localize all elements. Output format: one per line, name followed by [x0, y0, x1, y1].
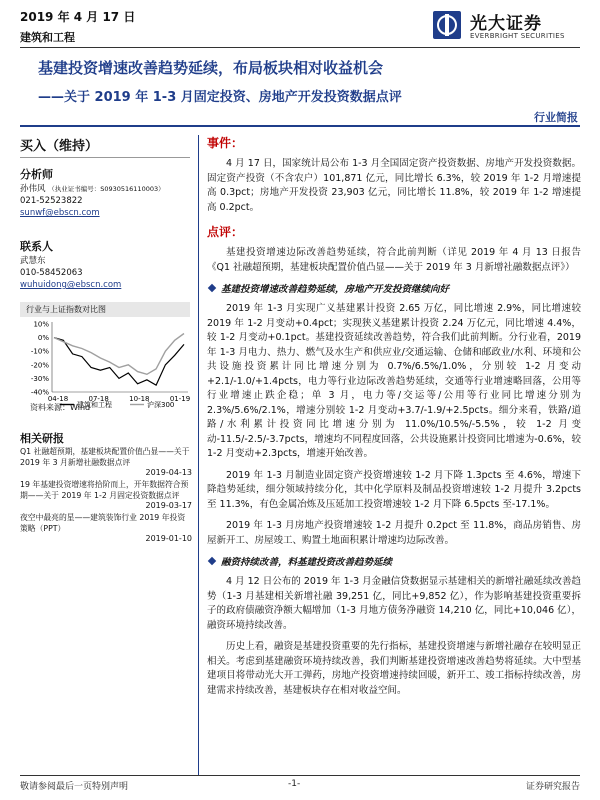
section-1-heading [207, 283, 581, 297]
column-divider [198, 135, 199, 775]
section-2-paragraph-1: 4 月 12 日公布的 2019 年 1-3 月金融信贷数据显示基建相关的新增社融延续改善趋势（1-3 月基建相关新增社融 39,251 亿，同比+9,852 亿），作为影响基建投资重要拆子的政府债融资净额大幅增加（1-3 月地方债务净融资 14,210 亿，同比+10,046 亿），融资环境持续改善。 [207, 576, 581, 631]
report-title: 基建投资增速改善趋势延续，布局板块相对收益机会 [38, 59, 384, 77]
related-title: Q1 社融超预期，基建板块配置价值凸显——关于 2019 年 3 月新增社融数据点评 [20, 447, 190, 467]
analyst-heading: 分析师 [20, 168, 53, 181]
analyst-info [20, 183, 165, 219]
related-date: 2019-03-17 [145, 501, 192, 510]
comment-paragraph: 基建投资增速边际改善趋势延续，符合此前判断（详见 2019 年 4 月 13 日报告《Q1 社融超预期，基建板块配置价值凸显——关于 2019 年 3 月新增社融数据点评》） [207, 247, 581, 273]
contact-info [20, 255, 121, 291]
y-tick-label: 10% [33, 320, 49, 329]
analyst-phone: 021-52523822 [20, 196, 83, 206]
x-tick-label: 04-18 [47, 395, 69, 403]
bullet-diamond-icon [208, 284, 216, 292]
x-tick-label: 10-18 [129, 395, 150, 403]
comment-heading: 点评： [207, 225, 244, 239]
event-paragraph: 4 月 17 日，国家统计局公布 1-3 月全国固定资产投资数据、房地产开发投资数据。固定资产投资（不含农户）101,871 亿元，同比增长 6.3%，较 2019 年 1-2 月增速提高 0.3pct；房地产开发投资 23,903 亿元，同比增长 11.8%，较 2019 年 1-2 增速提高 0.2pct。 [207, 158, 581, 213]
header-divider [20, 47, 580, 48]
legend-label: 建筑和工程 [77, 401, 112, 409]
report-subtitle: ——关于 2019 年 1-3 月固定投资、房地产开发投资数据点评 [38, 90, 402, 105]
series-line-1 [54, 338, 184, 386]
analyst-license: （执业证书编号：S0930516110003） [48, 185, 165, 193]
related-research-heading: 相关研报 [20, 432, 64, 445]
sector-label: 建筑和工程 [20, 31, 75, 44]
contact-name: 武慧东 [20, 256, 46, 266]
section-1-paragraph-2: 2019 年 1-3 月制造业固定资产投资增速较 1-2 月下降 1.3pcts 至 4.6%，增速下降趋势延续，细分领域持续分化，其中化学原料及制品投资增速较 1-2 月提升 3.2pcts 至 11.3%，有色金属冶炼及压延加工投资增速较 1-2 月下降 6.5pcts 至-17.1%。 [207, 469, 581, 510]
rating-divider [20, 157, 190, 158]
section-1-title: 基建投资增速改善趋势延续，房地产开发投资继续向好 [221, 284, 450, 295]
section-2-paragraph-2: 历史上看，融资是基建投资重要的先行指标，基建投资增速与新增社融存在较明显正相关。考虑到基建融资环境持续改善，我们判断基建投资增速改善趋势将延续。大中型基建项目将带动光大开工弹药，房地产投资增速持续回暖，新开工、竣工指标持续改善，房建需求持续改善，基建板块存在相对收益空间。 [207, 641, 581, 696]
related-title: 夜空中最亮的星——建筑装饰行业 2019 年投资策略（PPT） [20, 513, 186, 533]
related-date: 2019-04-13 [145, 468, 192, 477]
section-1-paragraph-3: 2019 年 1-3 月房地产投资增速较 1-2 月提升 0.2pct 至 11.8%，商品房销售、房屋新开工、房屋竣工、购置土地面积累计增速均边际改善。 [207, 520, 581, 546]
footer-firm: 证券研究报告 [525, 782, 580, 792]
footer-disclaimer: 敬请参阅最后一页特别声明 [20, 782, 129, 792]
company-logo [432, 8, 582, 44]
event-heading: 事件： [207, 136, 244, 150]
x-tick-label: 01-19 [169, 395, 191, 403]
analyst-name: 孙伟风 [20, 184, 46, 194]
section-2-heading [207, 556, 581, 570]
section-1-paragraph-1: 2019 年 1-3 月实现广义基建累计投资 2.65 万亿，同比增速 2.9%，同比增速较 2019 年 1-2 月变动+0.4pct；实现狭义基建累计投资 2.24 万亿元，同比增速 4.4%，较 1-2 月变动+0.1pct。基建投资延续改善趋势，符合我们此前判断。分行业看，2019 年 1-3 月电力、热力、燃气及水生产和供应业/交通运输、仓储和邮政业/水利、环境和公共设施投资累计同比增速分别为 0.7%/6.5%/1.0%，分别较 1-2 月变动+2.1/-1.0/+1.4pcts，电力等行业边际改善趋势延续，交通等行业增速略回落，公用等行业增速止跌企稳；单 3 月，电力等/交运等/公用等行业同比增速分别为 2.3%/5.6%/2.1%，增速分别较 1-2 月变动+3.7/-1.9/+2.5pcts。细分来看，铁路/道路/水利累计投资同比增速分别为 11.0%/10.5%/-5.5%，较 1-2 月变动-11.5/-2.5/-3.7pcts，增速均不同程度回落，公共设施累计投资同比增速为-0.6%，较 1-2 月变动+2.3pcts，增速开始改善。 [207, 303, 581, 459]
legend-label: 沪深300 [147, 401, 175, 409]
list-item[interactable] [20, 479, 192, 510]
report-type: 行业简报 [534, 111, 578, 124]
y-tick-label: -20% [30, 361, 49, 370]
list-item[interactable] [20, 446, 192, 477]
related-research-list [20, 446, 192, 543]
chart-source: 资料来源：Wind [30, 403, 91, 412]
rating: 买入（维持） [20, 139, 99, 154]
main-content [207, 134, 581, 698]
logo-english-name: EVERBRIGHT SECURITIES [470, 32, 565, 40]
related-date: 2019-01-10 [145, 534, 192, 543]
section-2-title: 融资持续改善，料基建投资改善趋势延续 [221, 557, 393, 568]
bullet-diamond-icon [208, 557, 216, 565]
y-tick-label: 0% [37, 334, 49, 343]
title-divider [20, 125, 580, 127]
contact-heading: 联系人 [20, 240, 53, 253]
related-title: 19 年基建投资增速将拾阶而上，开年数据符合预期——关于 2019 年 1-2 月固定投资数据点评 [20, 480, 189, 500]
list-item[interactable] [20, 512, 192, 543]
y-tick-label: -40% [30, 388, 49, 397]
logo-chinese-name: 光大证券 [470, 14, 542, 34]
footer-divider [20, 775, 580, 776]
logo-mark-icon [432, 10, 462, 40]
analyst-email[interactable]: sunwf@ebscn.com [20, 208, 100, 218]
x-tick-label: 07-18 [88, 395, 109, 403]
y-tick-label: -30% [30, 374, 49, 383]
comparison-chart [20, 318, 192, 412]
page-number: -1- [288, 779, 301, 789]
report-date: 2019 年 4 月 17 日 [20, 10, 136, 24]
contact-phone: 010-58452063 [20, 268, 83, 278]
chart-title: 行业与上证指数对比图 [20, 302, 190, 317]
contact-email[interactable]: wuhuidong@ebscn.com [20, 280, 122, 290]
y-tick-label: -10% [30, 347, 49, 356]
